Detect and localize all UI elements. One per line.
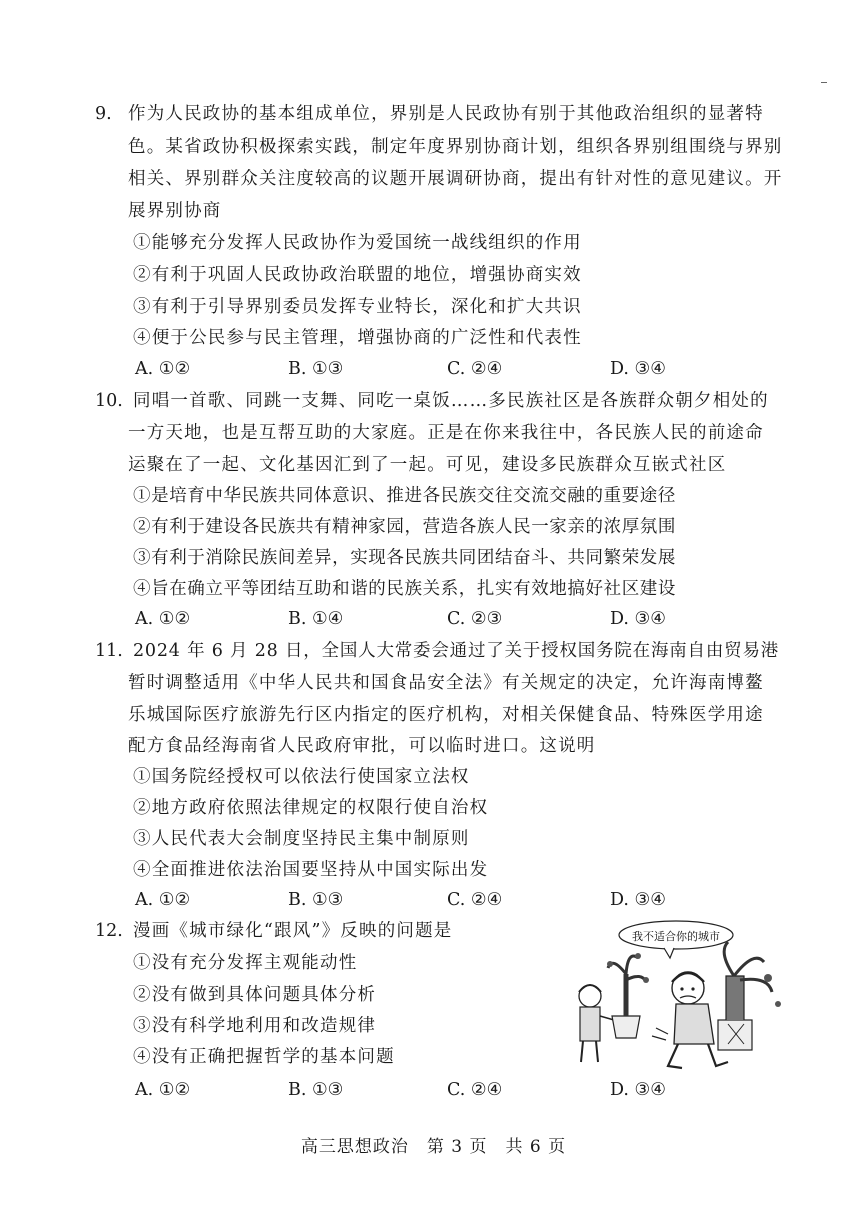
option-a[interactable]: A. ①② — [135, 359, 191, 379]
question-stem-line: 一方天地，也是互帮互助的大家庭。正是在你来我往中，各民族人民的前途命 — [128, 423, 764, 443]
statement-item: ③人民代表大会制度坚持民主集中制原则 — [133, 829, 470, 849]
question-stem-line: 2024 年 6 月 28 日，全国人大常委会通过了关于授权国务院在海南自由贸易港 — [133, 641, 780, 661]
statement-item: ②地方政府依照法律规定的权限行使自治权 — [133, 798, 489, 818]
statement-item: ③有利于消除民族间差异，实现各民族共同团结奋斗、共同繁荣发展 — [133, 548, 676, 568]
option-d[interactable]: D. ③④ — [610, 890, 666, 910]
statement-item: ③没有科学地利用和改造规律 — [133, 1016, 377, 1036]
question-number: 12. — [95, 921, 123, 941]
statement-item: ③有利于引导界别委员发挥专业特长，深化和扩大共识 — [133, 297, 582, 317]
statement-item: ④便于公民参与民主管理，增强协商的广泛性和代表性 — [133, 328, 582, 348]
carried-tree — [718, 942, 781, 1050]
question-stem-line: 作为人民政协的基本组成单位，界别是人民政协有别于其他政治组织的显著特 — [128, 104, 764, 124]
question-number: 9. — [95, 104, 112, 124]
corner-mark — [821, 82, 827, 83]
left-figure — [579, 985, 614, 1062]
option-d[interactable]: D. ③④ — [610, 359, 666, 379]
option-d[interactable]: D. ③④ — [610, 609, 666, 629]
statement-item: ①是培育中华民族共同体意识、推进各民族交往交流交融的重要途径 — [133, 486, 676, 506]
question-stem-line: 乐城国际医疗旅游先行区内指定的医疗机构，对相关保健食品、特殊医学用途 — [128, 705, 764, 725]
question-number: 10. — [95, 391, 123, 411]
statement-item: ①能够充分发挥人民政协作为爱国统一战线组织的作用 — [133, 233, 582, 253]
potted-tree — [607, 953, 649, 1038]
option-c[interactable]: C. ②③ — [447, 609, 503, 629]
option-c[interactable]: C. ②④ — [447, 1080, 503, 1100]
option-d[interactable]: D. ③④ — [610, 1080, 666, 1100]
statement-item: ④全面推进依法治国要坚持从中国实际出发 — [133, 860, 489, 880]
question-number: 11. — [95, 641, 123, 661]
statement-item: ④旨在确立平等团结互助和谐的民族关系，扎实有效地搞好社区建设 — [133, 579, 676, 599]
statement-item: ④没有正确把握哲学的基本问题 — [133, 1047, 395, 1067]
question-stem-line: 暂时调整适用《中华人民共和国食品安全法》有关规定的决定，允许海南博鳌 — [128, 673, 764, 693]
statement-item: ①国务院经授权可以依法行使国家立法权 — [133, 767, 470, 787]
question-stem-line: 色。某省政协积极探索实践，制定年度界别协商计划，组织各界别组围绕与界别 — [128, 137, 783, 157]
option-b[interactable]: B. ①④ — [288, 609, 344, 629]
speech-bubble-text: 我不适合你的城市 — [632, 930, 720, 943]
option-b[interactable]: B. ①③ — [288, 359, 344, 379]
option-b[interactable]: B. ①③ — [288, 890, 344, 910]
option-a[interactable]: A. ①② — [135, 1080, 191, 1100]
statement-item: ②有利于建设各民族共有精神家园，营造各族人民一家亲的浓厚氛围 — [133, 517, 676, 537]
page-footer: 高三思想政治 第 3 页 共 6 页 — [300, 1137, 567, 1157]
statement-item: ②没有做到具体问题具体分析 — [133, 985, 377, 1005]
running-man — [652, 972, 728, 1068]
statement-item: ①没有充分发挥主观能动性 — [133, 953, 358, 973]
question-stem-line: 相关、界别群众关注度较高的议题开展调研协商，提出有针对性的意见建议。开 — [128, 169, 783, 189]
option-b[interactable]: B. ①③ — [288, 1080, 344, 1100]
option-c[interactable]: C. ②④ — [447, 359, 503, 379]
statement-item: ②有利于巩固人民政协政治联盟的地位，增强协商实效 — [133, 265, 582, 285]
cartoon-illustration — [568, 916, 788, 1076]
option-a[interactable]: A. ①② — [135, 890, 191, 910]
question-stem-line: 同唱一首歌、同跳一支舞、同吃一桌饭……多民族社区是各族群众朝夕相处的 — [133, 391, 769, 411]
question-stem-line: 运聚在了一起、文化基因汇到了一起。可见，建设多民族群众互嵌式社区 — [128, 455, 727, 475]
question-stem-line: 展界别协商 — [128, 201, 222, 221]
question-stem-line: 漫画《城市绿化“跟风”》反映的问题是 — [133, 921, 453, 941]
question-stem-line: 配方食品经海南省人民政府审批，可以临时进口。这说明 — [128, 736, 596, 756]
option-c[interactable]: C. ②④ — [447, 890, 503, 910]
option-a[interactable]: A. ①② — [135, 609, 191, 629]
